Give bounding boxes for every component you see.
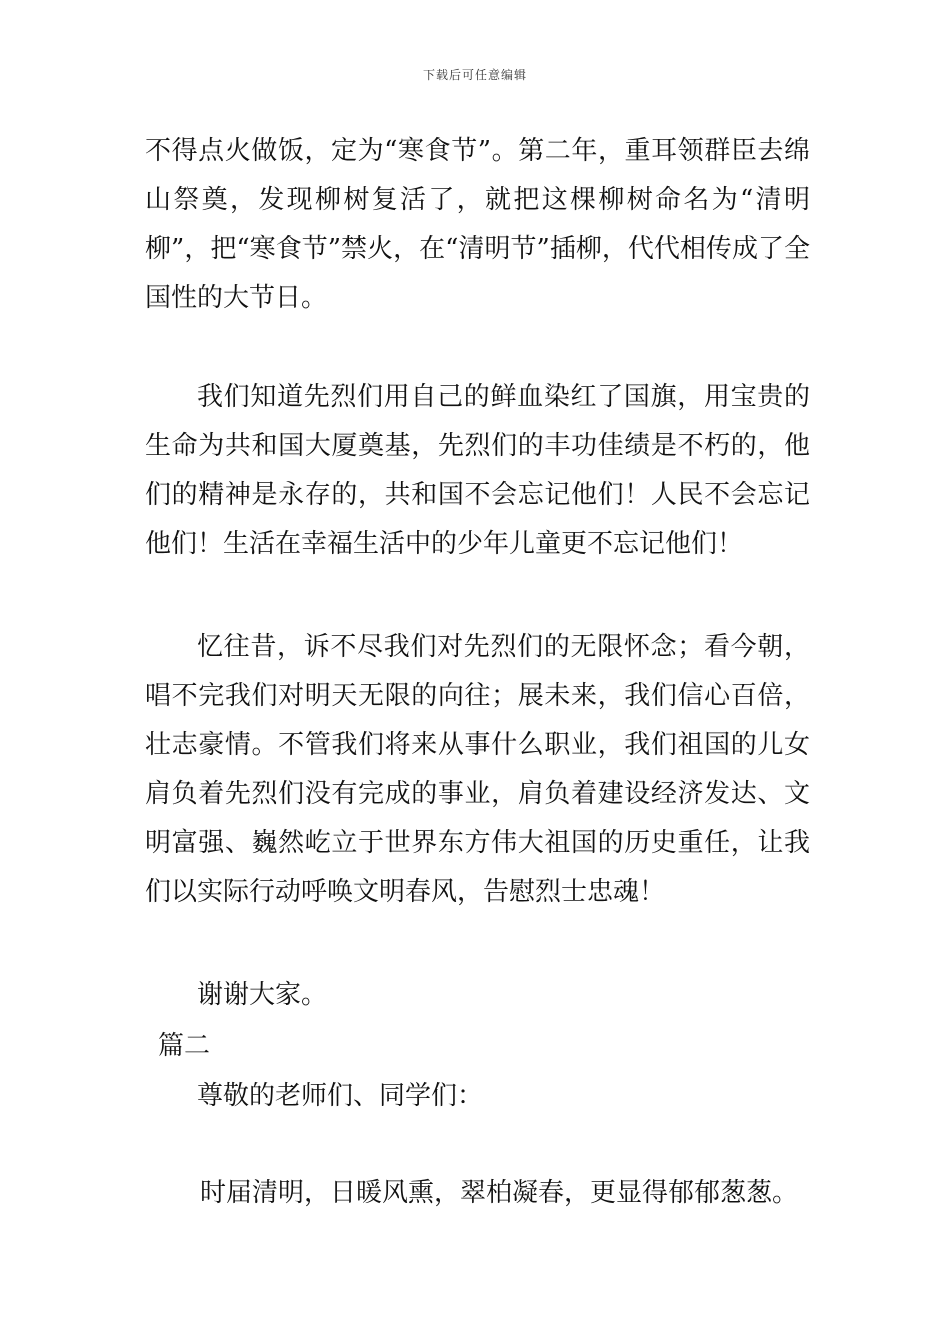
paragraph-qingming-origin: 不得点火做饭，定为“寒食节”。第二年，重耳领群臣去绵山祭奠，发现柳树复活了，就把这棵柳树命名为“清明柳”，把“寒食节”禁火，在“清明节”插柳，代代相传成了全国性的大节日。 xyxy=(145,136,810,313)
paragraph-future: 忆往昔，诉不尽我们对先烈们的无限怀念；看今朝，唱不完我们对明天无限的向往；展未来，我们信心百倍，壮志豪情。不管我们将来从事什么职业，我们祖国的儿女肩负着先烈们没有完成的事业，肩负着建设经济发达、文明富强、巍然屹立于世界东方伟大祖国的历史重任，让我们以实际行动呼唤文明春风，告慰烈士忠魂！ xyxy=(145,632,810,907)
paragraph-martyrs: 我们知道先烈们用自己的鲜血染红了国旗，用宝贵的生命为共和国大厦奠基，先烈们的丰功佳绩是不朽的，他们的精神是永存的，共和国不会忘记他们！人民不会忘记他们！生活在幸福生活中的少年儿童更不忘记他们！ xyxy=(145,382,810,559)
section-heading: 篇二 xyxy=(158,1031,211,1061)
greeting-line: 尊敬的老师们、同学们： xyxy=(197,1081,484,1111)
page-header: 下载后可任意编辑 xyxy=(422,68,527,82)
closing-thanks: 谢谢大家。 xyxy=(197,980,328,1010)
paragraph-opening: 时届清明，日暖风熏，翠柏凝春，更显得郁郁葱葱。 xyxy=(200,1178,799,1208)
